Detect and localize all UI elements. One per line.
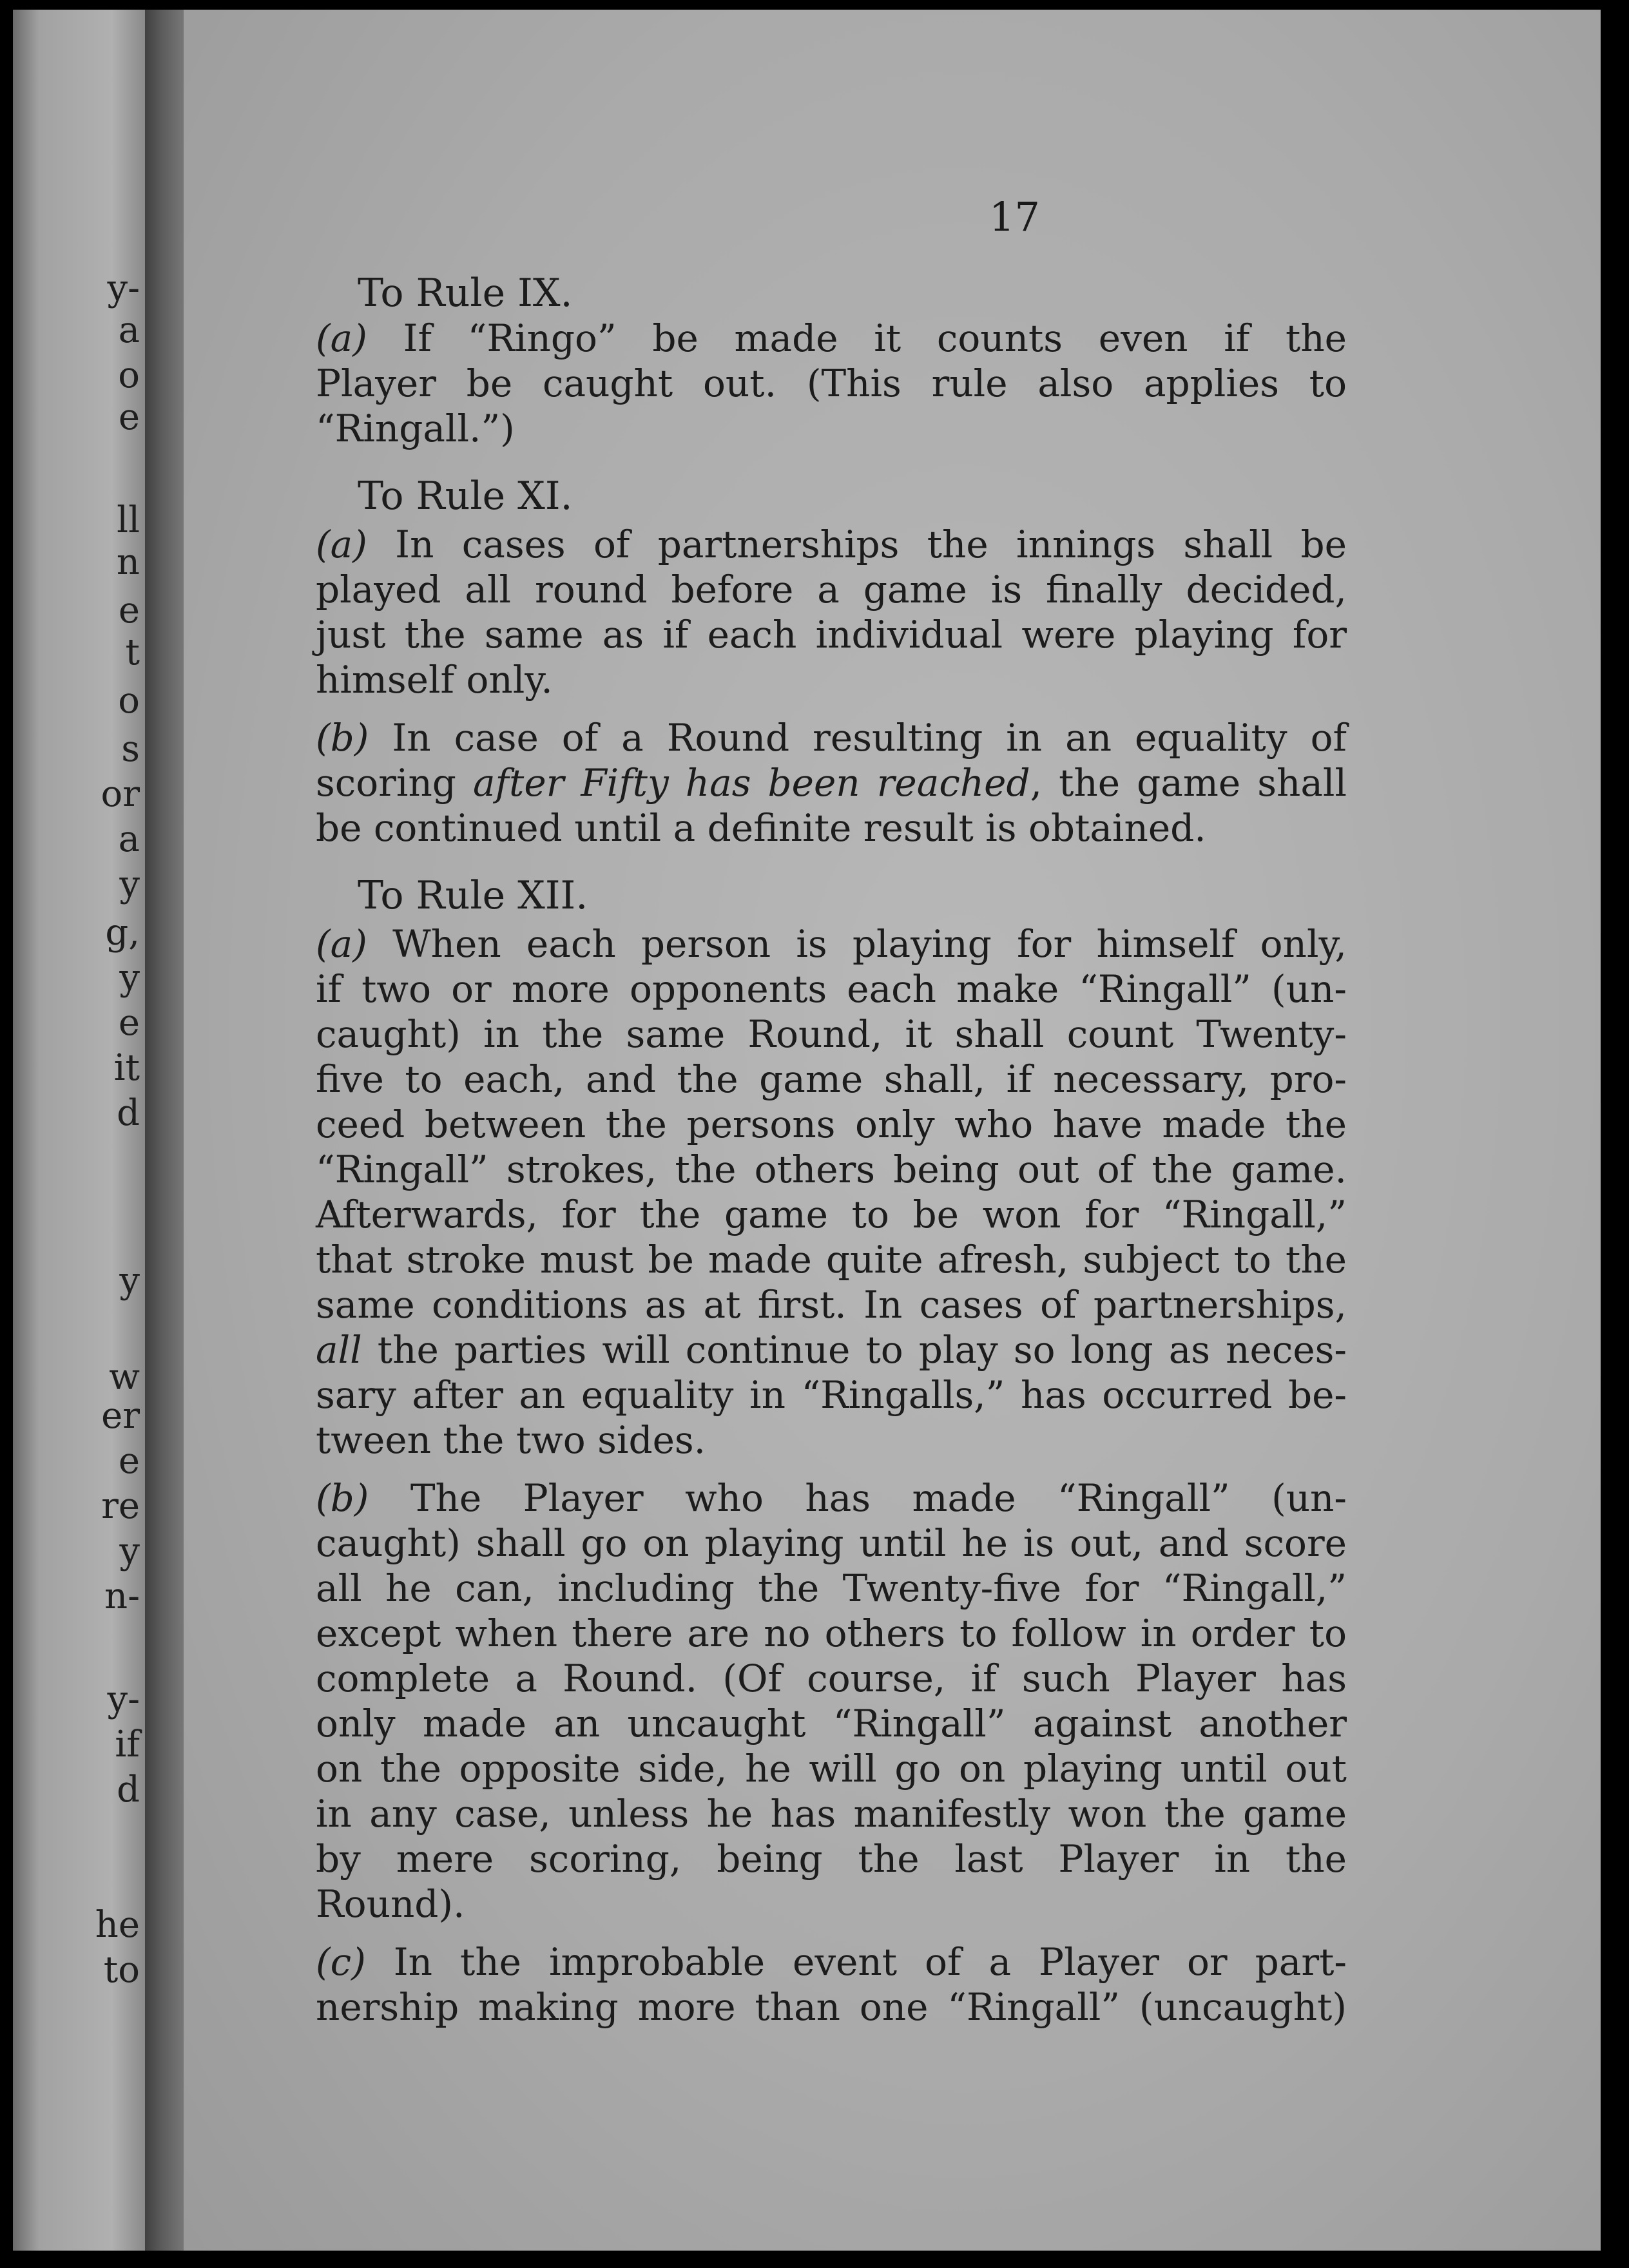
text-line: in any case, unless he has manifestly won the game — [316, 1792, 1347, 1836]
text-line: (a) In cases of partnerships the innings shall be — [316, 523, 1347, 566]
facing-page-fragment: re — [101, 1485, 140, 1527]
facing-page-fragment: er — [101, 1395, 140, 1437]
text-line: himself only. — [316, 658, 553, 702]
facing-page-fragment: d — [117, 1092, 140, 1134]
facing-page-fragment: he — [95, 1904, 140, 1946]
facing-page-fragment: o — [118, 680, 140, 722]
facing-page-fragment: s — [121, 728, 140, 770]
facing-page-fragment: if — [115, 1724, 140, 1765]
text-line: just the same as if each individual were playing for — [316, 613, 1347, 657]
text-line: (c) In the improbable event of a Player or part- — [316, 1940, 1347, 1984]
text-line: played all round before a game is finally decided, — [316, 568, 1347, 611]
facing-page-fragment: e — [118, 1002, 140, 1044]
text-line: Player be caught out. (This rule also applies to — [316, 361, 1347, 405]
text-line: by mere scoring, being the last Player in the — [316, 1837, 1347, 1881]
facing-page-fragment: d — [117, 1769, 140, 1811]
facing-page-fragment: a — [118, 818, 140, 860]
text-line: except when there are no others to follow in order to — [316, 1611, 1347, 1655]
text-line: be continued until a definite result is obtained. — [316, 806, 1206, 850]
text-line: nership making more than one “Ringall” (uncaught) — [316, 1985, 1347, 2029]
text-line: five to each, and the game shall, if necessary, pro- — [316, 1057, 1347, 1101]
text-line: (b) In case of a Round resulting in an equality of — [316, 716, 1347, 760]
facing-page-fragment: ll — [117, 499, 140, 541]
scan-border — [1601, 0, 1629, 2268]
facing-page-fragment: e — [118, 396, 140, 438]
text-line: ceed between the persons only who have made the — [316, 1102, 1347, 1146]
text-line: (a) If “Ringo” be made it counts even if the — [316, 316, 1347, 360]
facing-page-fragment: y — [119, 957, 140, 999]
text-line: sary after an equality in “Ringalls,” has occurred be- — [316, 1373, 1347, 1417]
facing-page-fragment: to — [103, 1949, 140, 1991]
text-line: only made an uncaught “Ringall” against another — [316, 1702, 1347, 1745]
text-line: if two or more opponents each make “Ringall” (un- — [316, 967, 1347, 1011]
text-line: complete a Round. (Of course, if such Player has — [316, 1657, 1347, 1700]
page-number: 17 — [989, 193, 1040, 240]
text-line: scoring after Fifty has been reached, the game shall — [316, 761, 1347, 805]
text-line: caught) shall go on playing until he is out, and score — [316, 1521, 1347, 1565]
text-line: caught) in the same Round, it shall count Twenty- — [316, 1012, 1347, 1056]
facing-page-fragment: it — [113, 1047, 140, 1089]
facing-page-edge — [13, 10, 145, 2251]
text-line: same conditions as at first. In cases of partnerships, — [316, 1283, 1347, 1327]
text-line: tween the two sides. — [316, 1418, 706, 1462]
facing-page-fragment: y — [119, 1530, 140, 1572]
text-line: (a) When each person is playing for himself only, — [316, 922, 1347, 966]
text-line: “Ringall” strokes, the others being out of the game. — [316, 1148, 1347, 1191]
facing-page-fragment: or — [101, 773, 140, 815]
text-line: all the parties will continue to play so long as neces- — [316, 1328, 1347, 1372]
text-line: all he can, including the Twenty-five for “Ringall,” — [316, 1566, 1347, 1610]
rule-heading: To Rule XII. — [358, 873, 588, 918]
text-line: Afterwards, for the game to be won for “Ringall,” — [316, 1193, 1347, 1236]
facing-page-fragment: n- — [104, 1575, 140, 1617]
facing-page-fragment: a — [118, 309, 140, 351]
facing-page-fragment: o — [118, 354, 140, 396]
text-line: on the opposite side, he will go on playing until out — [316, 1747, 1347, 1791]
facing-page-fragment: w — [109, 1356, 140, 1398]
facing-page-fragment: e — [118, 590, 140, 631]
text-line: Round). — [316, 1882, 465, 1926]
text-line: that stroke must be made quite afresh, subject to the — [316, 1238, 1347, 1282]
facing-page-fragment: y — [119, 863, 140, 905]
text-line: (b) The Player who has made “Ringall” (un- — [316, 1476, 1347, 1520]
facing-page-fragment: y- — [107, 267, 140, 309]
facing-page-fragment: y — [119, 1260, 140, 1302]
facing-page-fragment: g, — [105, 912, 140, 954]
rule-heading: To Rule XI. — [358, 474, 573, 519]
rule-heading: To Rule IX. — [358, 271, 573, 316]
facing-page-fragment: y- — [107, 1678, 140, 1720]
text-line: “Ringall.”) — [316, 407, 515, 450]
facing-page-fragment: t — [125, 631, 140, 673]
facing-page-fragment: n — [116, 541, 140, 583]
book-gutter — [145, 10, 184, 2251]
facing-page-fragment: e — [118, 1440, 140, 1482]
